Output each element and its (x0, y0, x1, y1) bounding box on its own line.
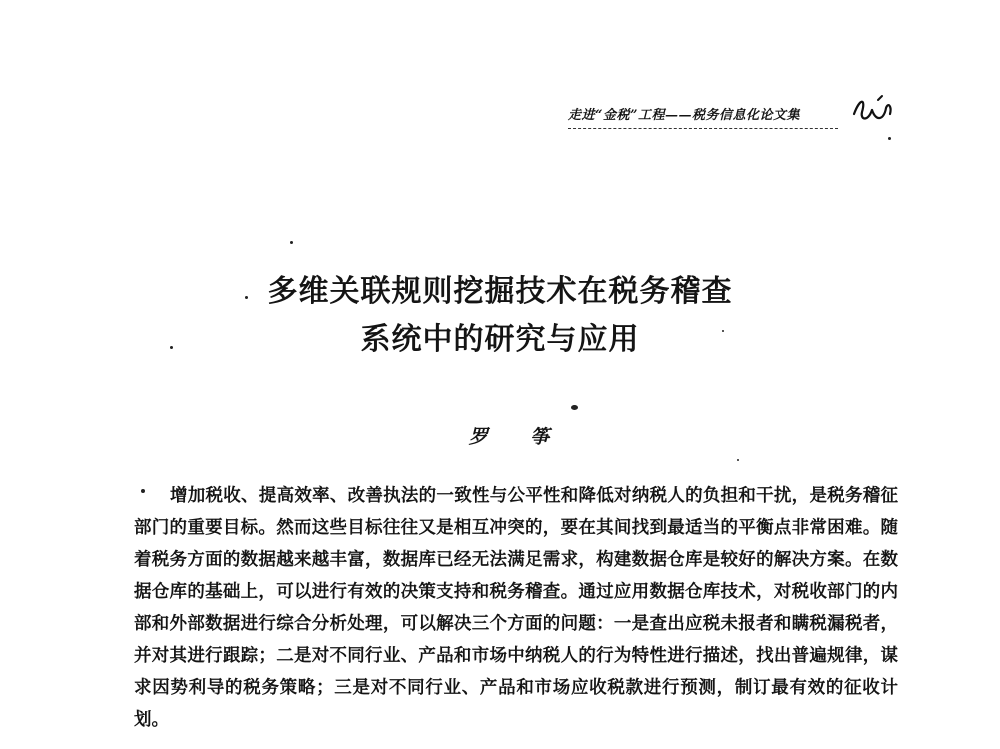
scan-speck (245, 296, 248, 299)
title-line-2: 系统中的研究与应用 (360, 322, 640, 357)
scan-speck (290, 241, 293, 244)
article-title (200, 268, 800, 364)
running-header: 走进“金税”工程——税务信息化论文集 (568, 108, 800, 123)
author: 罗 筝 (468, 426, 568, 448)
header-rule (568, 128, 838, 129)
scan-speck (888, 137, 891, 140)
scan-speck (571, 405, 578, 410)
handwritten-page-number-icon (848, 92, 896, 132)
scan-speck (170, 346, 173, 349)
scan-speck (141, 489, 145, 493)
body-paragraph: 增加税收、提高效率、改善执法的一致性与公平性和降低对纳税人的负担和干扰，是税务稽征部门的重要目标。然而这些目标往往又是相互冲突的，要在其间找到最适当的平衡点非常困难。随着税务方面的数据越来越丰富，数据库已经无法满足需求，构建数据仓库是较好的解决方案。在数据仓库的基础上，可以进行有效的决策支持和税务稽查。通过应用数据仓库技术，对税收部门的内部和外部数据进行综合分析处理，可以解决三个方面的问题：一是查出应税未报者和瞒税漏税者，并对其进行跟踪；二是对不同行业、产品和市场中纳税人的行为特性进行描述，找出普遍规律，谋求因势利导的税务策略；三是对不同行业、产品和市场应收税款进行预测，制订最有效的征收计划。 (134, 486, 898, 730)
scan-speck (722, 330, 724, 332)
title-line-1: 多维关联规则挖掘技术在税务稽查 (267, 274, 733, 309)
scan-speck (737, 459, 739, 461)
